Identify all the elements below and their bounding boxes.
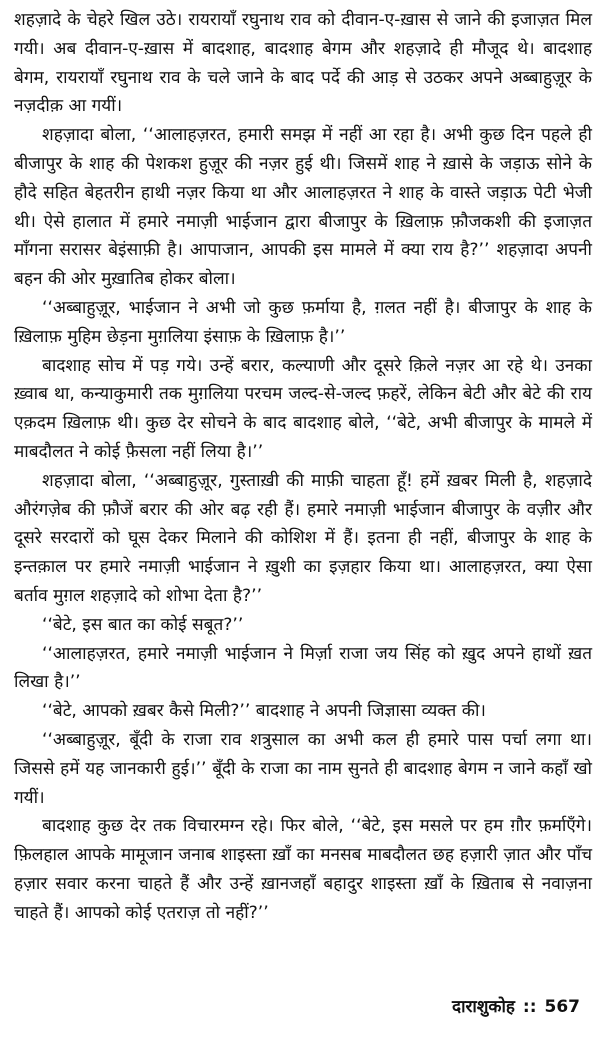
- page-number: 567: [544, 997, 580, 1017]
- paragraph-8: ‘‘बेटे, आपको ख़बर कैसे मिली?’’ बादशाह ने अपनी जिज्ञासा व्यक्त की।: [42, 701, 486, 722]
- paragraph-4: बादशाह सोच में पड़ गये। उन्हें बरार, कल्याणी और दूसरे क़िले नज़र आ रहे थे। उनका ख़्वाब था, कन्याकुमारी तक मुग़लिया परचम जल्द-से-जल्द फ़हरें, लेकिन बेटी और बेटे की राय एक़दम ख़िलाफ़ थी। कुछ देर सोचने के बाद बादशाह बोले, ‘‘बेटे, अभी बीजापुर के मामले में माबदौलत ने कोई फ़ैसला नहीं लिया है।’’: [14, 355, 592, 462]
- paragraph-9: ‘‘अब्बाहुज़ूर, बूँदी के राजा राव शत्रुसाल का अभी कल ही हमारे पास पर्चा लगा था। जिससे हमें यह जानकारी हुई।’’ बूँदी के राजा का नाम सुनते ही बादशाह बेगम न जाने कहाँ खो गयीं।: [14, 729, 592, 808]
- paragraph-1: शहज़ादे के चेहरे खिल उठे। रायरायाँ रघुनाथ राव को दीवान-ए-ख़ास से जाने की इजाज़त मिल गयी। अब दीवान-ए-ख़ास में बादशाह, बादशाह बेगम और शहज़ादे ही मौजूद थे। बादशाह बेगम, रायरायाँ रघुनाथ राव के चले जाने के बाद पर्दे की आड़ से उठकर अपने अब्बाहुज़ूर के नज़दीक़ आ गयीं।: [14, 10, 592, 117]
- page-footer: [452, 994, 580, 1017]
- footer-separator: ::: [522, 997, 537, 1017]
- paragraph-10: बादशाह कुछ देर तक विचारमग्न रहे। फिर बोले, ‘‘बेटे, इस मसले पर हम ग़ौर फ़र्माएँगे। फ़िलहाल आपके मामूजान जनाब शाइस्ता ख़ाँ का मनसब माबदौलत छह हज़ारी ज़ात और पाँच हज़ार सवार करना चाहते हैं और उन्हें ख़ानजहाँ बहादुर शाइस्ता ख़ाँ के ख़िताब से नवाज़ना चाहते हैं। आपको कोई एतराज़ तो नहीं?’’: [14, 816, 592, 923]
- paragraph-7: ‘‘आलाहज़रत, हमारे नमाज़ी भाईजान ने मिर्ज़ा राजा जय सिंह को ख़ुद अपने हाथों ख़त लिखा है।’’: [14, 643, 592, 693]
- running-book-title: दाराशुकोह: [452, 997, 515, 1017]
- paragraph-3: ‘‘अब्बाहुज़ूर, भाईजान ने अभी जो कुछ फ़र्माया है, ग़लत नहीं है। बीजापुर के शाह के ख़िलाफ़ मुहिम छेड़ना मुग़लिया इंसाफ़ के ख़िलाफ़ है।’’: [14, 297, 592, 347]
- paragraph-6: ‘‘बेटे, इस बात का कोई सबूत?’’: [42, 614, 244, 635]
- paragraph-2: शहज़ादा बोला, ‘‘आलाहज़रत, हमारी समझ में नहीं आ रहा है। अभी कुछ दिन पहले ही बीजापुर के शाह की पेशकश हुज़ूर की नज़र हुई थी। जिसमें शाह ने ख़ासे के जड़ाऊ सोने के हौदे सहित बेहतरीन हाथी नज़र किया था और आलाहज़रत ने शाह के वास्ते जड़ाऊ पेटी भेजी थी। ऐसे हालात में हमारे नमाज़ी भाईजान द्वारा बीजापुर के ख़िलाफ़ फ़ौजकशी की इजाज़त माँगना सरासर बेइंसाफ़ी है। आपाजान, आपकी इस मामले में क्या राय है?’’ शहज़ादा अपनी बहन की ओर मुख़ातिब होकर बोला।: [14, 125, 592, 290]
- page-body: [14, 6, 592, 928]
- paragraph-5: शहज़ादा बोला, ‘‘अब्बाहुज़ूर, गुस्ताख़ी की माफ़ी चाहता हूँ! हमें ख़बर मिली है, शहज़ादे औरंगज़ेब की फ़ौजें बरार की ओर बढ़ रही हैं। हमारे नमाज़ी भाईजान बीजापुर के वज़ीर और दूसरे सरदारों को घूस देकर मिलाने की कोशिश में हैं। इतना ही नहीं, बीजापुर के शाह के इन्तक़ाल पर हमारे नमाज़ी भाईजान ने ख़ुशी का इज़हार किया था। आलाहज़रत, क्या ऐसा बर्ताव मुग़ल शहज़ादे को शोभा देता है?’’: [14, 470, 592, 606]
